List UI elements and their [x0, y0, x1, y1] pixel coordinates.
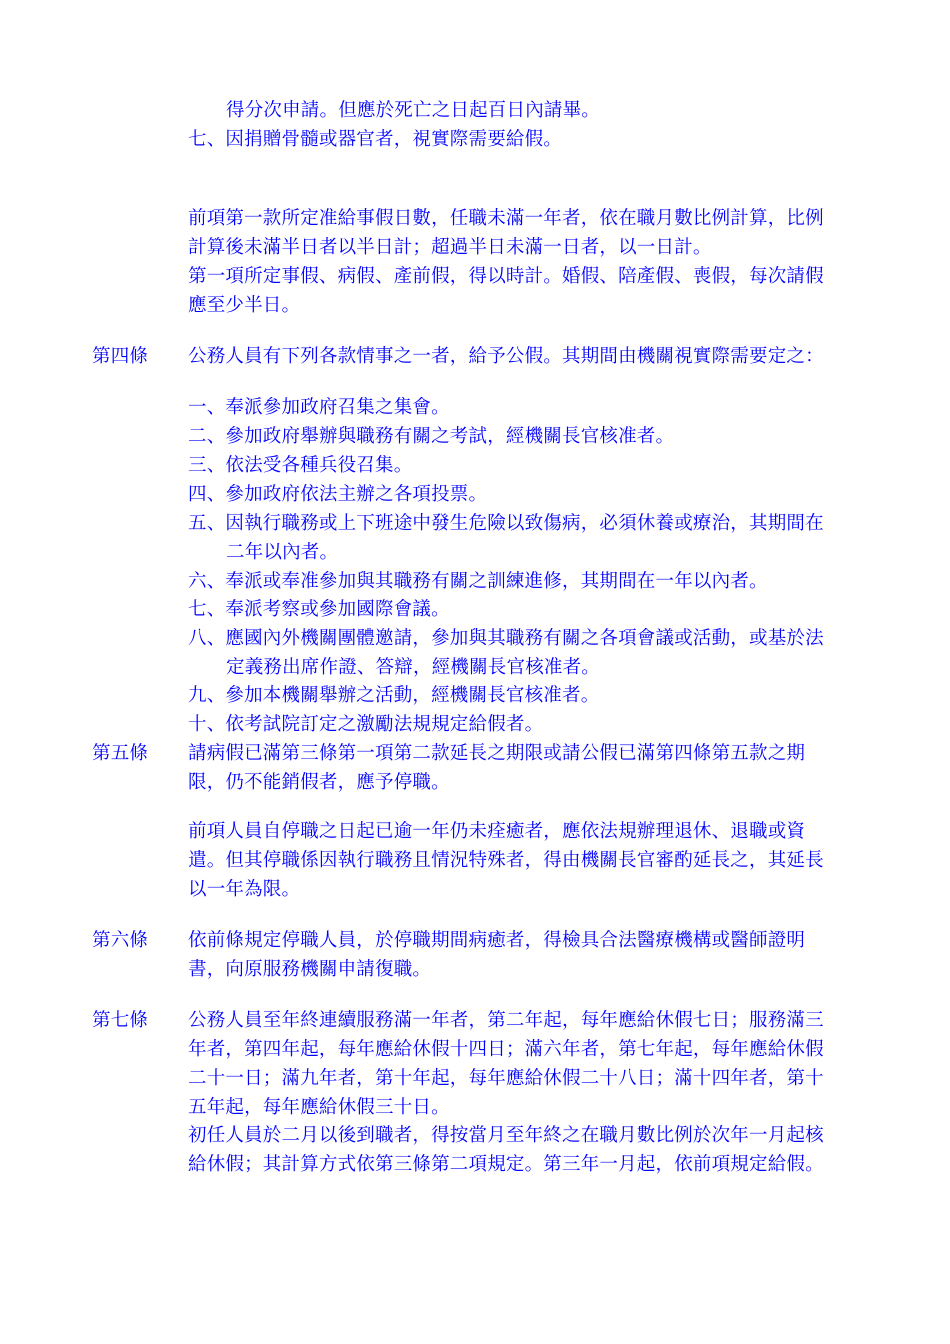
article-label-7: 第七條 — [92, 1010, 149, 1031]
list-item: 八、應國內外機關團體邀請，參加與其職務有關之各項會議或活動，或基於法 — [188, 628, 824, 649]
text-line: 應至少半日。 — [188, 295, 301, 316]
text-line: 年者，第四年起，每年應給休假十四日；滿六年者，第七年起，每年應給休假 — [188, 1039, 824, 1060]
article-label-6: 第六條 — [92, 930, 149, 951]
list-item: 十、依考試院訂定之激勵法規規定給假者。 — [188, 714, 544, 735]
list-item: 一、奉派參加政府召集之集會。 — [188, 397, 450, 418]
text-line: 初任人員於二月以後到職者，得按當月至年終之在職月數比例於次年一月起核 — [188, 1125, 824, 1146]
text-line: 二十一日；滿九年者，第十年起，每年應給休假二十八日；滿十四年者，第十 — [188, 1068, 824, 1089]
text-line: 以一年為限。 — [188, 879, 301, 900]
text-line: 書，向原服務機關申請復職。 — [188, 959, 432, 980]
text-line: 公務人員至年終連續服務滿一年者，第二年起，每年應給休假七日；服務滿三 — [188, 1010, 824, 1031]
list-item: 二、參加政府舉辦與職務有關之考試，經機關長官核准者。 — [188, 426, 675, 447]
text-line: 第一項所定事假、病假、產前假，得以時計。婚假、陪產假、喪假，每次請假 — [188, 266, 824, 287]
text-line: 給休假；其計算方式依第三條第二項規定。第三年一月起，依前項規定給假。 — [188, 1154, 824, 1175]
text-line: 請病假已滿第三條第一項第二款延長之期限或請公假已滿第四條第五款之期 — [188, 743, 806, 764]
text-line: 得分次申請。但應於死亡之日起百日內請畢。 — [226, 100, 601, 121]
list-item: 九、參加本機關舉辦之活動，經機關長官核准者。 — [188, 685, 600, 706]
text-line: 五年起，每年應給休假三十日。 — [188, 1097, 450, 1118]
text-line: 限，仍不能銷假者，應予停職。 — [188, 772, 450, 793]
article-label-5: 第五條 — [92, 743, 149, 764]
list-item-continuation: 定義務出席作證、答辯，經機關長官核准者。 — [226, 657, 601, 678]
text-line: 七、因捐贈骨髓或器官者，視實際需要給假。 — [188, 129, 563, 150]
list-item: 三、依法受各種兵役召集。 — [188, 455, 413, 476]
list-item: 四、參加政府依法主辦之各項投票。 — [188, 484, 488, 505]
list-item: 六、奉派或奉准參加與其職務有關之訓練進修，其期間在一年以內者。 — [188, 571, 768, 592]
text-line: 計算後未滿半日者以半日計；超過半日未滿一日者，以一日計。 — [188, 237, 712, 258]
text-line: 遣。但其停職係因執行職務且情況特殊者，得由機關長官審酌延長之，其延長 — [188, 850, 824, 871]
article-label-4: 第四條 — [92, 346, 149, 367]
text-line: 公務人員有下列各款情事之一者，給予公假。其期間由機關視實際需要定之： — [188, 346, 824, 367]
text-line: 前項人員自停職之日起已逾一年仍未痊癒者，應依法規辦理退休、退職或資 — [188, 821, 806, 842]
list-item-continuation: 二年以內者。 — [226, 542, 339, 563]
text-line: 前項第一款所定准給事假日數，任職未滿一年者，依在職月數比例計算，比例 — [188, 208, 824, 229]
list-item: 七、奉派考察或參加國際會議。 — [188, 599, 450, 620]
text-line: 依前條規定停職人員，於停職期間病癒者，得檢具合法醫療機構或醫師證明 — [188, 930, 806, 951]
list-item: 五、因執行職務或上下班途中發生危險以致傷病，必須休養或療治，其期間在 — [188, 513, 824, 534]
